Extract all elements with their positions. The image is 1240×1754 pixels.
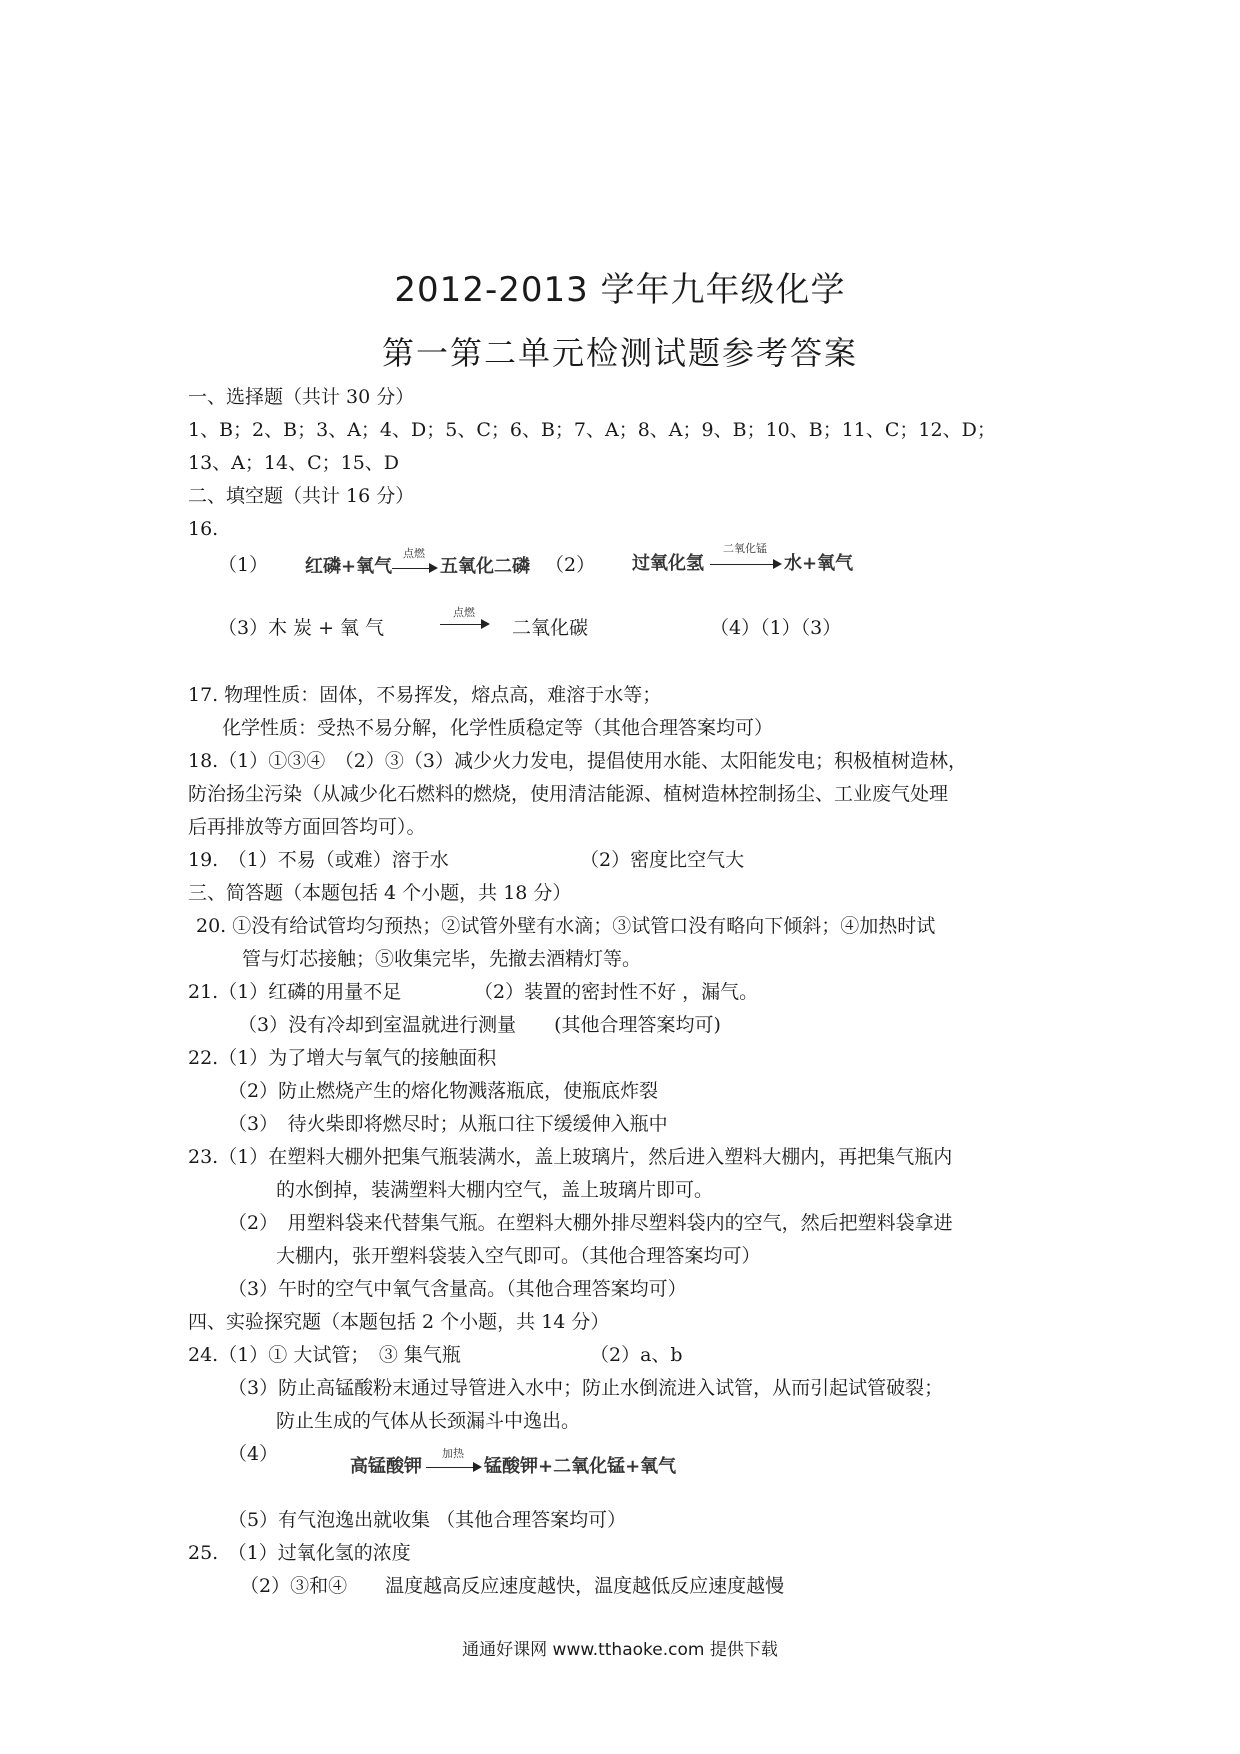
reaction-arrow-icon xyxy=(710,564,780,565)
section3-heading: 三、简答题（本题包括 4 个小题，共 18 分） xyxy=(188,882,572,904)
reaction-arrow-icon xyxy=(426,1467,480,1468)
q17-line1: 17. 物理性质：固体，不易挥发，熔点高，难溶于水等； xyxy=(188,684,662,706)
q20-line2: 管与灯芯接触；⑤收集完毕，先撤去酒精灯等。 xyxy=(242,948,642,970)
q16-part1-products: 五氧化二磷 xyxy=(440,556,530,577)
q21-part2: （2）装置的密封性不好 ，漏气。 xyxy=(474,981,759,1003)
q16-part1-reactants: 红磷+氧气 xyxy=(305,556,393,577)
q21-part1: 21.（1）红磷的用量不足 xyxy=(188,981,402,1003)
section1-answers-line2: 13、A；14、C；15、D xyxy=(188,452,400,474)
q22-part2: （2）防止燃烧产生的熔化物溅落瓶底，使瓶底炸裂 xyxy=(228,1080,659,1102)
q24-part5: （5）有气泡逸出就收集 （其他合理答案均可） xyxy=(228,1509,627,1531)
q25-part1: 25. （1）过氧化氢的浓度 xyxy=(188,1542,411,1564)
q16-part3-condition: 点燃 xyxy=(453,606,475,619)
q22-part1: 22.（1）为了增大与氧气的接触面积 xyxy=(188,1047,497,1069)
q24-part3-line1: （3）防止高锰酸粉末通过导管进入水中；防止水倒流进入试管，从而引起试管破裂； xyxy=(228,1377,944,1399)
q24-part4-condition: 加热 xyxy=(442,1447,464,1460)
section4-heading: 四、实验探究题（本题包括 2 个小题，共 14 分） xyxy=(188,1311,610,1333)
q24-part3-line2: 防止生成的气体从长颈漏斗中逸出。 xyxy=(276,1410,581,1432)
q24-part4-products: 锰酸钾+二氧化锰+氧气 xyxy=(484,1456,677,1477)
q16-part2-reactants: 过氧化氢 xyxy=(632,553,704,574)
q16-part3-reactants: 木 炭 + 氧 气 xyxy=(268,617,385,639)
q24-part4-label: （4） xyxy=(228,1443,279,1465)
q24-part4-reactants: 高锰酸钾 xyxy=(350,1456,422,1477)
page-footer: 通通好课网 www.tthaoke.com 提供下载 xyxy=(462,1640,778,1660)
reaction-arrow-icon xyxy=(392,568,436,569)
q19-part2: （2）密度比空气大 xyxy=(580,849,745,871)
reaction-arrow-icon xyxy=(440,624,488,625)
q16-part1-label: （1） xyxy=(218,554,269,576)
q16-part2-condition: 二氧化锰 xyxy=(723,542,767,555)
q16-part1-condition: 点燃 xyxy=(403,547,425,560)
q23-part2-line2: 大棚内，张开塑料袋装入空气即可。（其他合理答案均可） xyxy=(276,1245,761,1267)
section2-heading: 二、填空题（共计 16 分） xyxy=(188,485,415,507)
q23-part2-line1: （2） 用塑料袋来代替集气瓶。在塑料大棚外排尽塑料袋内的空气，然后把塑料袋拿进 xyxy=(228,1212,953,1234)
section1-answers-line1: 1、B；2、B；3、A；4、D；5、C；6、B；7、A；8、A；9、B；10、B；11、C；12、D； xyxy=(188,419,996,441)
page-subtitle: 第一第二单元检测试题参考答案 xyxy=(381,334,858,372)
q19-part1: 19. （1）不易（或难）溶于水 xyxy=(188,849,449,871)
q25-part2: （2）③和④ 温度越高反应速度越快，温度越低反应速度越慢 xyxy=(240,1575,785,1597)
q16-number: 16. xyxy=(188,518,219,540)
q17-line2: 化学性质：受热不易分解，化学性质稳定等（其他合理答案均可） xyxy=(222,717,774,739)
q21-part3: （3）没有冷却到室温就进行测量 (其他合理答案均可) xyxy=(238,1014,721,1036)
q18-line2: 防治扬尘污染（从减少化石燃料的燃烧，使用清洁能源、植树造林控制扬尘、工业废气处理 xyxy=(188,783,949,805)
q16-part2-label: （2） xyxy=(545,554,596,576)
section1-heading: 一、选择题（共计 30 分） xyxy=(188,386,415,408)
q16-part3-label: （3） xyxy=(218,617,269,639)
q18-line1: 18.（1）①③④ （2）③（3）减少火力发电，提倡使用水能、太阳能发电；积极植树造林， xyxy=(188,750,967,772)
q23-part1-line1: 23.（1）在塑料大棚外把集气瓶装满水，盖上玻璃片，然后进入塑料大棚内，再把集气瓶内 xyxy=(188,1146,953,1168)
q24-part1: 24.（1）① 大试管； ③ 集气瓶 xyxy=(188,1344,461,1366)
q24-part2: （2）a、b xyxy=(590,1344,683,1366)
q18-line3: 后再排放等方面回答均可）。 xyxy=(188,816,426,838)
q20-line1: 20. ①没有给试管均匀预热；②试管外壁有水滴；③试管口没有略向下倾斜；④加热时试 xyxy=(196,915,936,937)
q22-part3: （3） 待火柴即将燃尽时；从瓶口往下缓缓伸入瓶中 xyxy=(228,1113,668,1135)
q16-part3-products: 二氧化碳 xyxy=(512,617,589,639)
q16-part2-products: 水+氧气 xyxy=(784,553,854,574)
q23-part1-line2: 的水倒掉，装满塑料大棚内空气，盖上玻璃片即可。 xyxy=(276,1179,714,1201)
q16-part4: （4）（1）（3） xyxy=(710,617,842,639)
q23-part3: （3）午时的空气中氧气含量高。（其他合理答案均可） xyxy=(228,1278,687,1300)
page-title: 2012-2013 学年九年级化学 xyxy=(394,270,846,310)
